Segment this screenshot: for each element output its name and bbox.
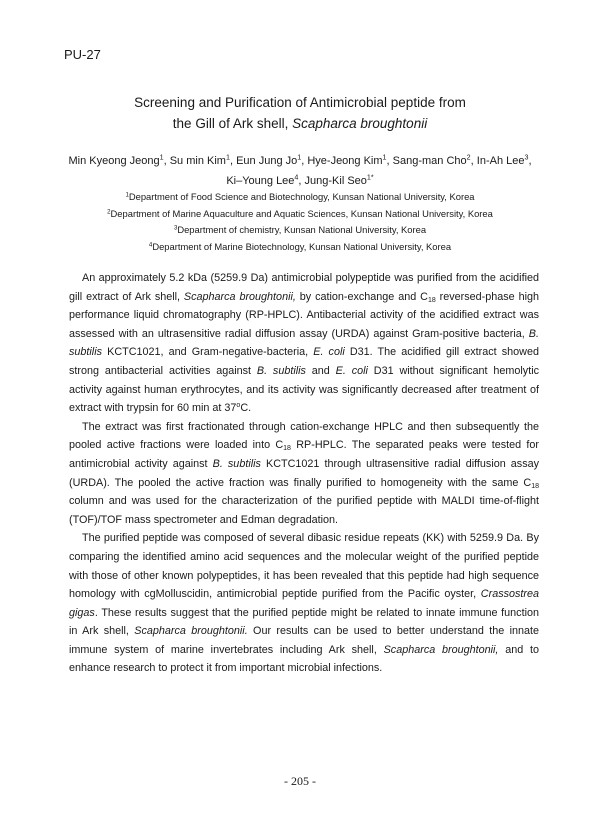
author: Hye-Jeong Kim$^1$, [307,153,393,167]
abstract-paragraph-1: An approximately 5.2 kDa (5259.9 Da) antimicrobial polypeptide was purified from the acidified gill extract of Ark shell, Scapharca broughtonii, by cation-exchange and $C_{18}$ reversed-phase high performance liquid chromatography (RP-HPLC). Antibacterial activity of the acidified extract was assessed with an ultrasensitive radial diffusion assay (URDA) against Gram-positive bacteria, B. subtilis KCTC1021, and Gram-negative-bacteria, E. coli D31. The acidified gill extract showed strong antibacterial activities against B. subtilis and E. coli D31 without significant hemolytic activity against human erythrocytes, and its activity was significantly decreased after treatment of extract with trypsin for 60 min at 37$^o$C. [69,272,539,415]
author: In-Ah Lee$^3$, [476,153,532,167]
abstract-paragraph-3: The purified peptide was composed of several dibasic residue repeats (KK) with 5259.9 Da. By comparing the identified amino acid sequences and the molecular weight of the purified peptide with those of other known polypeptides, it has been revealed that this peptide had high sequence homology with cgMolluscidin, antimicrobial peptide purified from the Pacific oyster, Crassostrea gigas. These results suggest that the purified peptide might be related to innate immune function in Ark shell, Scapharca broughtonii. Our results can be used to better understand the innate immune system of marine invertebrates including Ark shell, Scapharca broughtonii, and to enhance research to protect it from important microbial infections. [69,532,539,675]
author: Jung-Kil Seo$^{1*}$ [304,173,374,187]
abstract-body [69,269,539,678]
affiliation: $^4$Department of Marine Biotechnology, Kunsan National University, Korea [148,240,452,252]
species-name: Scapharca broughtonii [292,116,428,131]
title-line-1: Screening and Purification of Antimicrobial peptide from [134,95,466,110]
affiliation: $^1$Department of Food Science and Biotechnology, Kunsan National University, Korea [125,191,475,202]
author: Su min Kim$^1$, [169,153,237,167]
author: Eun Jung Jo$^1$, [236,153,308,167]
author-list [0,151,600,191]
author: Sang-man Cho$^2$, [392,153,477,167]
page-number: - 205 - [284,774,316,788]
affiliation: $^3$Department of chemistry, Kunsan National University, Korea [173,224,427,236]
abstract-paragraph-2: The extract was first fractionated through cation-exchange HPLC and then subsequently the pooled active fractions were loaded into $C_{18}$ RP-HPLC. The separated peaks were tested for antimicrobial activity against B. subtilis KCTC1021 through ultrasensitive radial diffusion assay (URDA). The pooled the active fraction was finally purified to homogeneity with the same $C_{18}$ column and was used for the characterization of the purified peptide with MALDI time-of-flight (TOF)/TOF mass spectrometer and Edman degradation. [69,420,540,526]
author: Min Kyeong Jeong$^1$, [68,153,170,167]
affiliation: $^2$Department of Marine Aquaculture and Aquatic Sciences, Kunsan National University, Korea [107,207,493,219]
affiliation-list [0,189,600,255]
author-line-1 [0,151,600,171]
author-line-2 [0,171,600,191]
paper-title [0,92,600,134]
session-code: PU-27 [64,47,101,62]
title-line-2: the Gill of Ark shell, Scapharca broughtonii [172,116,428,131]
author: Ki–Young Lee$^4$, [226,173,305,187]
